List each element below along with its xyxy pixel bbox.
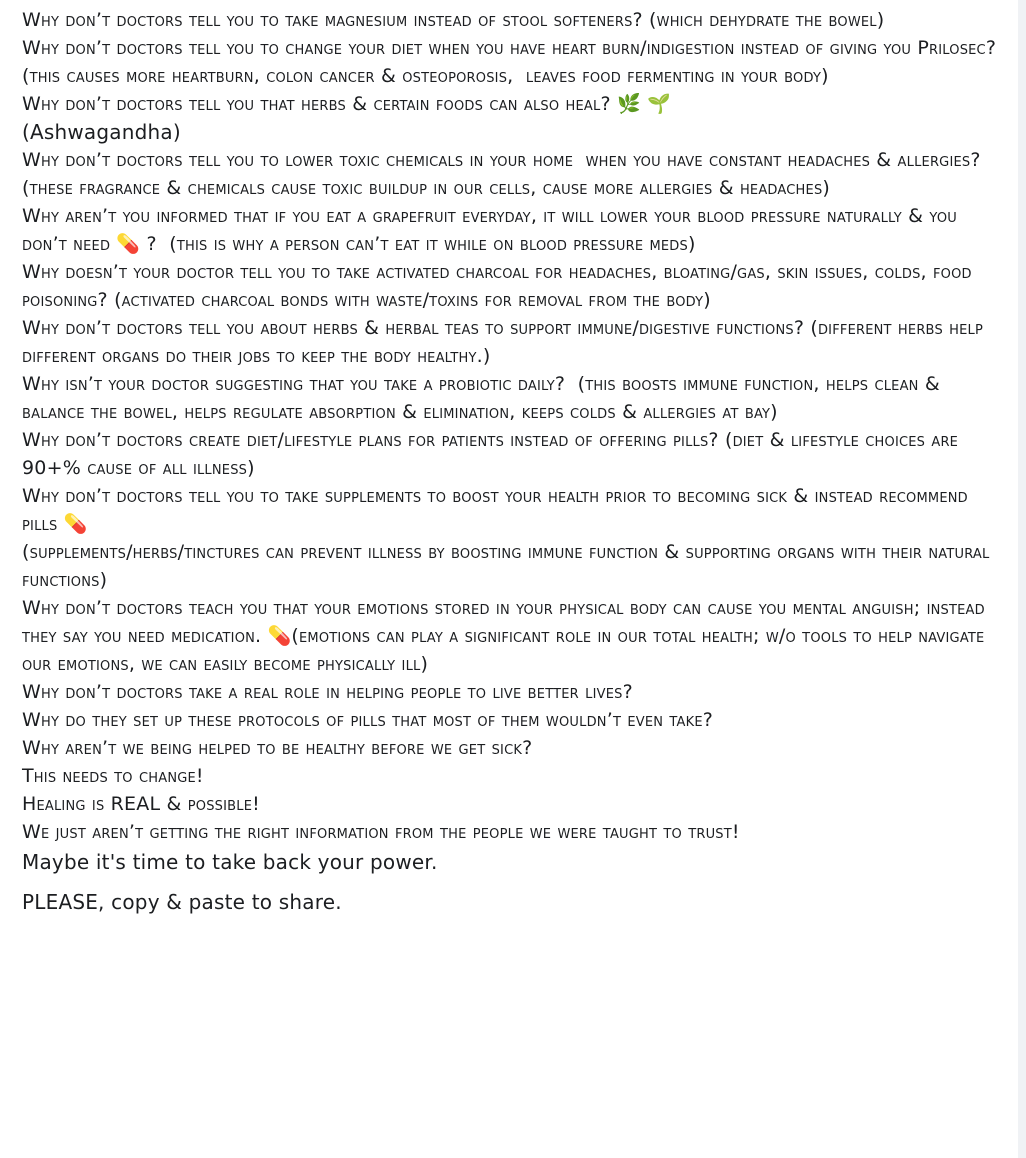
post-line-supplements-note: (supplements/herbs/tinctures can prevent illness by boosting immune function & supporting organs with their natural functions) <box>22 541 996 591</box>
post-line-heartburn: Why don’t doctors tell you to change your diet when you have heart burn/indigestion instead of giving you Prilosec? (this causes more heartburn, colon cancer & osteoporosis, leaves food fermenting in your body) <box>22 37 1003 87</box>
post-line-real-role: Why don’t doctors take a real role in helping people to live better lives? <box>22 681 633 703</box>
scrollbar-track[interactable] <box>1018 0 1026 1158</box>
post-line-healing-real: Healing is REAL & possible! <box>22 793 260 815</box>
post-line-charcoal: Why doesn’t your doctor tell you to take activated charcoal for headaches, bloating/gas, skin issues, colds, food poisoning? (activated charcoal bonds with waste/toxins for removal from the body) <box>22 261 979 311</box>
post-line-diet-plans: Why don’t doctors create diet/lifestyle plans for patients instead of offering pills? (diet & lifestyle choices are 90+% cause of all illness) <box>22 429 965 479</box>
post-line-ashwagandha: (Ashwagandha) <box>22 120 181 144</box>
post-line-herbs-heal: Why don’t doctors tell you that herbs & certain foods can also heal? 🌿 🌱 <box>22 93 671 115</box>
post-line-right-information: We just aren’t getting the right information from the people we were taught to trust! <box>22 821 740 843</box>
post-line-supplements: Why don’t doctors tell you to take supplements to boost your health prior to becoming sick & instead recommend pills 💊 <box>22 485 975 535</box>
post-line-grapefruit: Why aren’t you informed that if you eat a grapefruit everyday, it will lower your blood pressure naturally & you don’t need 💊 ? (this is why a person can’t eat it while on blood pressure meds) <box>22 205 964 255</box>
post-line-probiotic: Why isn’t your doctor suggesting that you take a probiotic daily? (this boosts immune function, helps clean & balance the bowel, helps regulate absorption & elimination, keeps colds & allergies at bay) <box>22 373 947 423</box>
post-line-needs-change: This needs to change! <box>22 765 204 787</box>
post-body <box>22 6 1002 916</box>
post-closing-power: Maybe it's time to take back your power. <box>22 850 438 874</box>
post-line-emotions: Why don’t doctors teach you that your emotions stored in your physical body can cause you mental anguish; instead they say you need medication. 💊(emotions can play a significant role in our total health; w/o tools to help navigate our emotions, we can easily become physically ill) <box>22 597 992 675</box>
post-line-magnesium: Why don’t doctors tell you to take magnesium instead of stool softeners? (which dehydrate the bowel) <box>22 9 885 31</box>
post-line-herbal-teas: Why don’t doctors tell you about herbs & herbal teas to support immune/digestive functions? (different herbs help different organs do their jobs to keep the body healthy.) <box>22 317 990 367</box>
post-line-helped-healthy: Why aren’t we being helped to be healthy before we get sick? <box>22 737 533 759</box>
post-line-toxic-chemicals: Why don’t doctors tell you to lower toxic chemicals in your home when you have constant headaches & allergies? (these fragrance & chemicals cause toxic buildup in our cells, cause more allergies & headaches) <box>22 149 987 199</box>
post-line-protocols: Why do they set up these protocols of pills that most of them wouldn’t even take? <box>22 709 714 731</box>
post-closing-share: PLEASE, copy & paste to share. <box>22 890 342 914</box>
